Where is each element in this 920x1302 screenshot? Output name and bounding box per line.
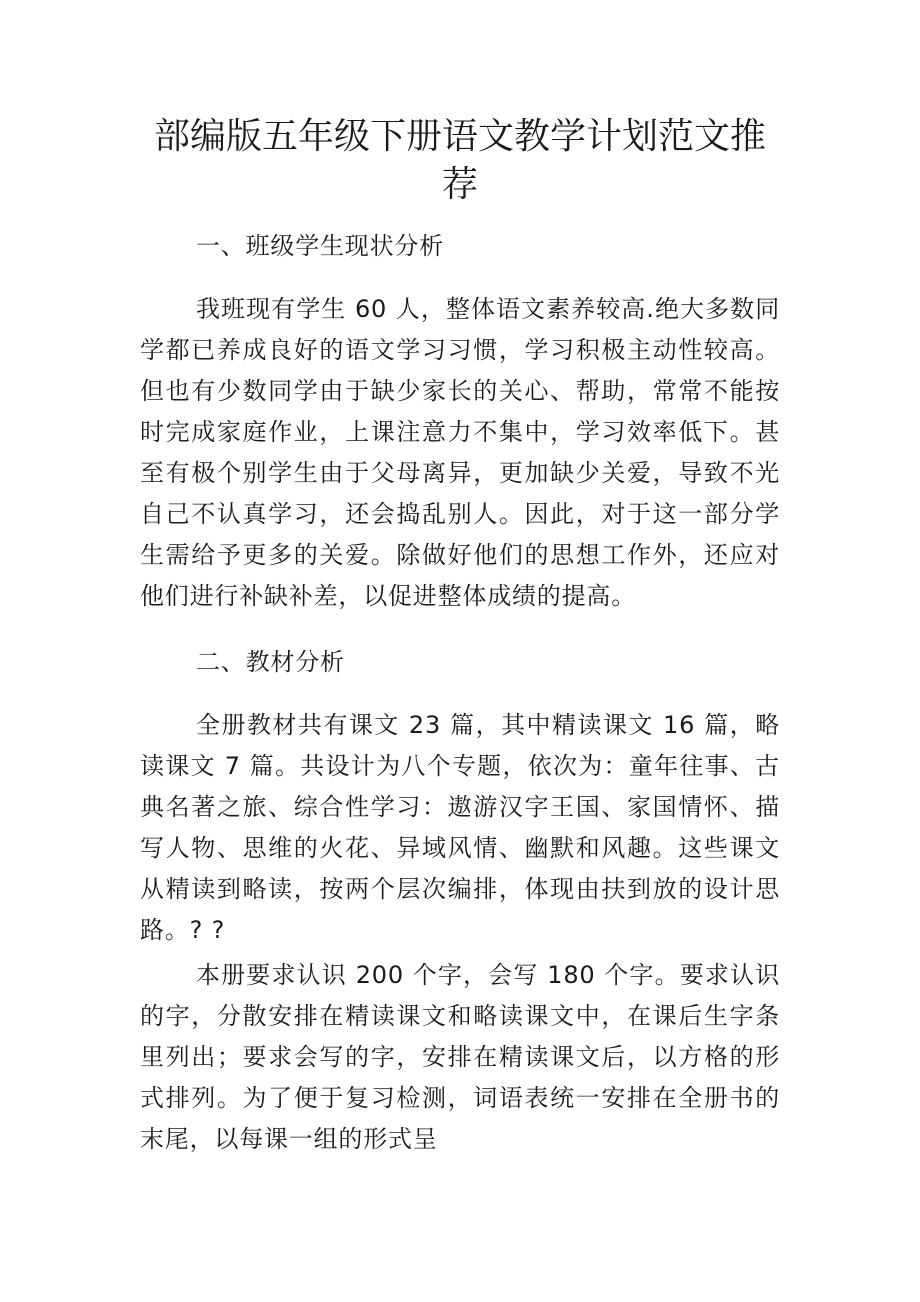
paragraph-student-analysis: 我班现有学生 60 人，整体语文素养较高.绝大多数同学都已养成良好的语文学习习惯，学习积极主动性较高。但也有少数同学由于缺少家长的关心、帮助，常常不能按时完成家庭作业，上课注意力不集中，学习效率低下。甚至有极个别学生由于父母离异，更加缺少关爱，导致不光自己不认真学习，还会捣乱别人。因此，对于这一部分学生需给予更多的关爱。除做好他们的思想工作外，还应对他们进行补缺补差，以促进整体成绩的提高。	[140, 295, 780, 610]
section-heading-student-analysis: 一、班级学生现状分析	[196, 232, 444, 260]
paragraph-character-requirements: 本册要求认识 200 个字，会写 180 个字。要求认识的字，分散安排在精读课文和略读课文中，在课后生字条里列出；要求会写的字，安排在精读课文后，以方格的形式排列。为了便于复习检测，词语表统一安排在全册书的末尾，以每课一组的形式呈	[140, 961, 780, 1153]
document-title: 部编版五年级下册语文教学计划范文推荐	[153, 116, 766, 205]
section-heading-textbook-analysis: 二、教材分析	[196, 648, 345, 676]
paragraph-textbook-overview: 全册教材共有课文 23 篇，其中精读课文 16 篇，略读课文 7 篇。共设计为八个专题，依次为：童年往事、古典名著之旅、综合性学习：遨游汉字王国、家国情怀、描写人物、思维的火花、异域风情、幽默和风趣。这些课文从精读到略读，按两个层次编排，体现由扶到放的设计思路。? ?	[140, 711, 780, 944]
